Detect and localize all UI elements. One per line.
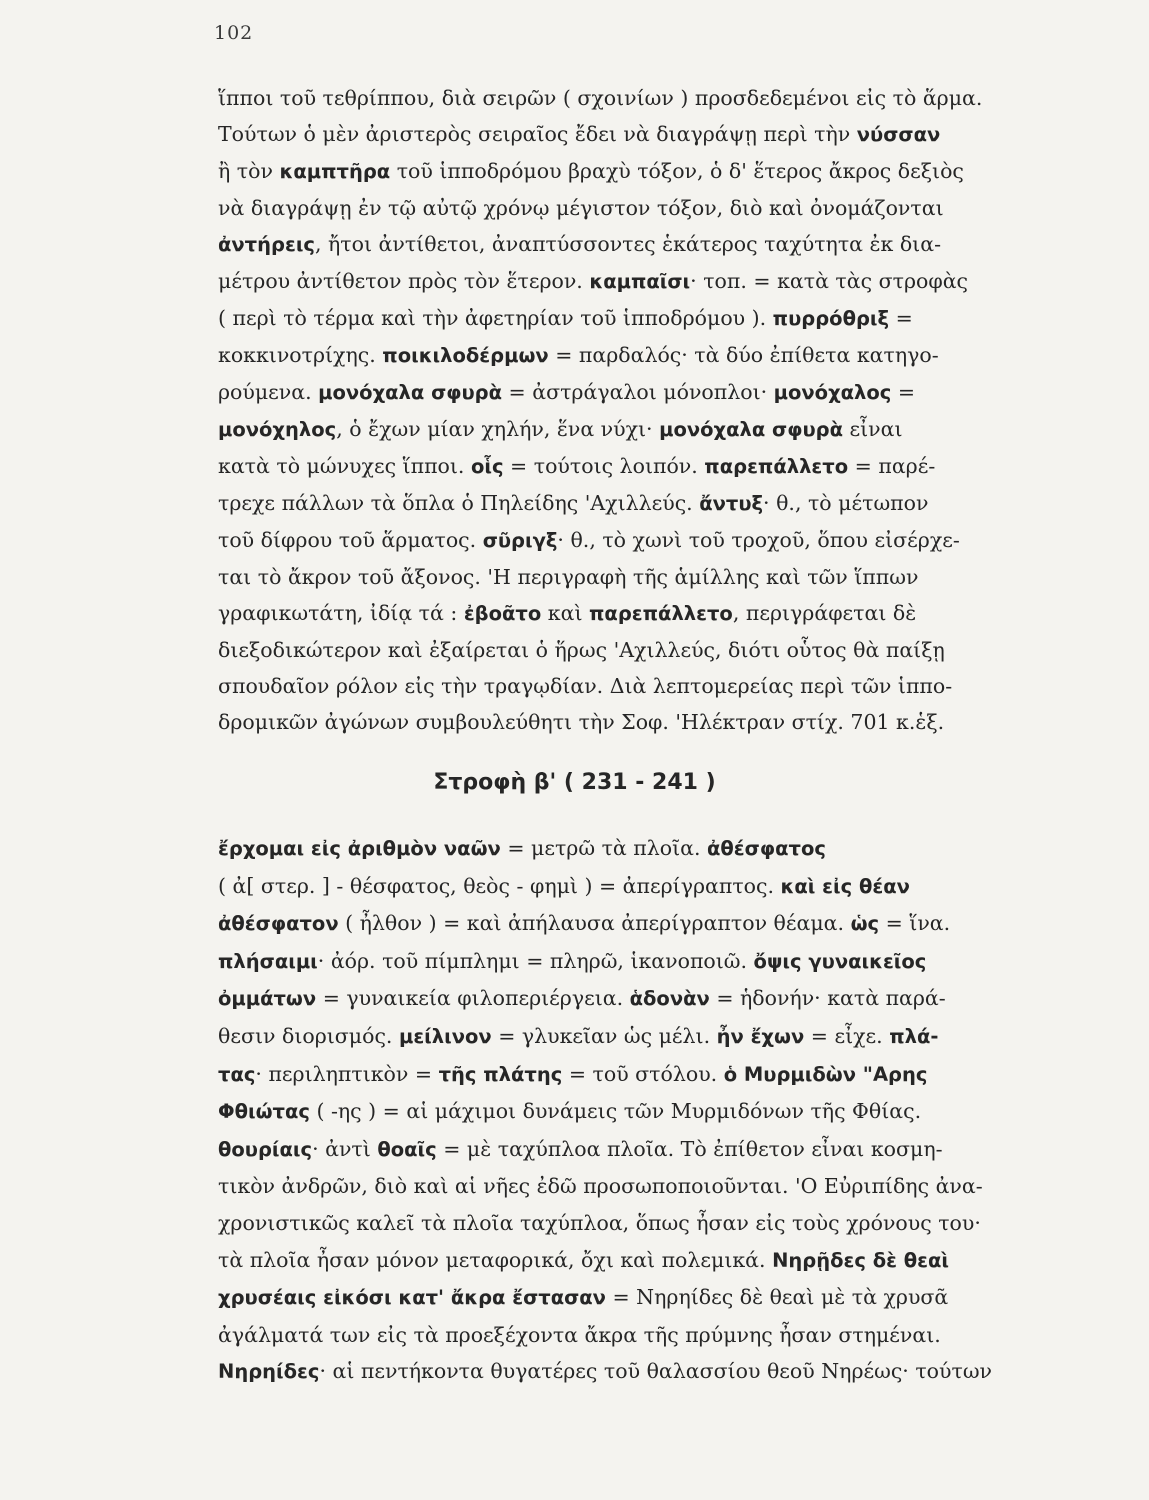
lemma-term: ἔρχομαι εἰς ἀριθμὸν ναῶν (218, 837, 501, 860)
text-run: θεσιν διορισμός. (218, 1023, 399, 1048)
text-run: , ὁ ἔχων μίαν χηλήν, ἕνα νύχι· (336, 417, 660, 441)
text-run: ρούμενα. (218, 380, 319, 404)
text-run: σπουδαῖον ρόλον εἰς τὴν τραγῳδίαν. Διὰ λεπτομερείας περὶ τῶν ἱππο- (218, 674, 953, 698)
lemma-term: θουρίαις (218, 1137, 313, 1161)
lemma-term: ποικιλοδέρμων (382, 344, 549, 367)
commentary-paragraph-2 (218, 830, 1048, 1391)
text-line (218, 980, 1048, 1018)
lemma-term: ἄντυξ (699, 492, 764, 515)
text-line (218, 830, 1048, 868)
text-run: κοκκινοτρίχης. (218, 343, 383, 367)
lemma-term: θοαῖς (377, 1137, 437, 1161)
text-run: ( περὶ τὸ τέρμα καὶ τὴν ἀφετηρίαν τοῦ ἱπποδρόμου ). (218, 306, 773, 330)
text-run: τοῦ ἱπποδρόμου βραχὺ τόξον, ὁ δ' ἕτερος ἄκρος δεξιὸς (390, 159, 964, 183)
lemma-term: μείλινον (398, 1024, 492, 1048)
text-run: · θ., τὸ μέτωπον (763, 491, 929, 515)
text-line (218, 153, 1048, 190)
text-line (218, 868, 1048, 906)
section-heading: Στροφὴ β' ( 231 - 241 ) (433, 770, 716, 795)
text-run: τικὸν ἀνδρῶν, διὸ καὶ αἱ νῆες ἐδῶ προσωποποιοῦνται. 'Ο Εὐριπίδης ἀνα- (218, 1174, 983, 1199)
text-run: = ἀστράγαλοι μόνοπλοι· (502, 380, 774, 404)
text-line (218, 1018, 1048, 1056)
text-run: = γλυκεῖαν ὡς μέλι. (491, 1023, 717, 1048)
lemma-term: καὶ εἰς θέαν (780, 874, 910, 898)
lemma-term: τας (218, 1062, 256, 1086)
text-run: = παρέ- (848, 454, 936, 478)
text-run: ται τὸ ἄκρον τοῦ ἄξονος. 'Η περιγραφὴ τῆς ἁμίλλης καὶ τῶν ἵππων (218, 565, 919, 589)
text-line (218, 226, 1048, 263)
text-run: · αἱ πεντήκοντα θυγατέρες τοῦ θαλασσίου θεοῦ Νηρέως· τούτων (319, 1359, 993, 1384)
text-run: = γυναικεία φιλοπεριέργεια. (316, 986, 630, 1011)
lemma-term: πλά- (889, 1024, 939, 1048)
text-run: · ἀντὶ (312, 1136, 378, 1161)
text-line (218, 1353, 1048, 1391)
lemma-term: μονόχηλος (218, 418, 337, 441)
text-run: · περιληπτικὸν = (255, 1061, 439, 1086)
text-run: = παρδαλός· τὰ δύο ἐπίθετα κατηγο- (548, 343, 939, 367)
lemma-term: μονόχαλος (773, 381, 892, 404)
lemma-term: ἀντήρεις (218, 233, 315, 256)
text-line (218, 632, 1048, 668)
lemma-term: Φθιώτας (218, 1100, 310, 1124)
text-line (218, 190, 1048, 226)
text-run: τρεχε πάλλων τὰ ὅπλα ὁ Πηλείδης 'Αχιλλεύς. (218, 491, 700, 515)
text-line (218, 1131, 1048, 1169)
text-line (218, 943, 1048, 981)
text-run: ( ἀ[ στερ. ] - θέσφατος, θεὸς - φημὶ ) = ἀπερίγραπτος. (218, 873, 781, 898)
text-line (218, 668, 1048, 704)
text-line (218, 337, 1048, 374)
lemma-term: καμπτῆρα (279, 160, 391, 183)
text-line (218, 80, 1048, 116)
text-run: ἵπποι τοῦ τεθρίππου, διὰ σειρῶν ( σχοινίων ) προσδεδεμένοι εἰς τὸ ἅρμα. (218, 86, 983, 110)
text-line (218, 1317, 1048, 1354)
text-run: γραφικωτάτη, ἰδίᾳ τά : (218, 601, 464, 625)
lemma-term: ἀθέσφατον (218, 912, 339, 936)
text-line (218, 522, 1048, 559)
text-run: = τοῦ στόλου. (562, 1061, 724, 1086)
text-line (218, 704, 1048, 740)
text-run: χρονιστικῶς καλεῖ τὰ πλοῖα ταχύπλοα, ὅπως ἦσαν εἰς τοὺς χρόνους του· (218, 1210, 981, 1235)
text-run: μέτρου ἀντίθετον πρὸς τὸν ἕτερον. (218, 269, 590, 293)
text-line (218, 1205, 1048, 1242)
lemma-term: Νηρῇδες δὲ θεαὶ (772, 1248, 949, 1272)
page-number: 102 (214, 22, 254, 44)
text-run: = μὲ ταχύπλοα πλοῖα. Τὸ ἐπίθετον εἶναι κοσμη- (436, 1136, 943, 1161)
commentary-paragraph-1 (218, 80, 1048, 740)
lemma-term: ἀθέσφατος (707, 837, 826, 860)
text-run: καὶ (541, 601, 589, 625)
lemma-term: ὄψις γυναικεῖος (753, 949, 927, 973)
text-run: · θ., τὸ χωνὶ τοῦ τροχοῦ, ὅπου εἰσέρχε- (557, 528, 960, 552)
text-run: · τοπ. = κατὰ τὰς στροφὰς (690, 269, 969, 293)
lemma-term: ἁδονὰν (629, 987, 710, 1011)
text-line (218, 1056, 1048, 1094)
text-run: ( ἦλθον ) = καὶ ἀπήλαυσα ἀπερίγραπτον θέαμα. (338, 911, 851, 936)
text-run: κατὰ τὸ μώνυχες ἵπποι. (218, 454, 471, 478)
text-run: Τούτων ὁ μὲν ἀριστερὸς σειραῖος ἔδει νὰ διαγράψῃ περὶ τὴν (218, 122, 857, 146)
lemma-term: καμπαῖσι (589, 270, 691, 293)
text-line (218, 1093, 1048, 1131)
text-run: = μετρῶ τὰ πλοῖα. (500, 836, 708, 860)
text-run: διεξοδικώτερον καὶ ἐξαίρεται ὁ ἥρως 'Αχιλλεύς, διότι οὗτος θὰ παίξῃ (218, 638, 945, 662)
text-line (218, 485, 1048, 522)
text-run: τοῦ δίφρου τοῦ ἅρματος. (218, 528, 483, 552)
lemma-term: νύσσαν (856, 123, 941, 146)
text-run: , ἤτοι ἀντίθετοι, ἀναπτύσσοντες ἑκάτερος ταχύτητα ἐκ δια- (314, 232, 941, 256)
text-run: εἶναι (842, 417, 903, 441)
lemma-term: πλήσαιμι (218, 949, 318, 973)
text-line (218, 1279, 1048, 1317)
lemma-term: σῦριγξ (482, 529, 558, 552)
text-run: νὰ διαγράψῃ ἐν τῷ αὐτῷ χρόνῳ μέγιστον τόξον, διὸ καὶ ὀνομάζονται (218, 196, 944, 220)
text-run: ἢ τὸν (218, 159, 280, 183)
text-run: , περιγράφεται δὲ (732, 601, 917, 625)
text-run: ἀγάλματά των εἰς τὰ προεξέχοντα ἄκρα τῆς πρύμνης ἦσαν στημέναι. (218, 1322, 941, 1347)
text-run: = τούτοις λοιπόν. (503, 454, 705, 478)
text-run: = ἡδονήν· κατὰ παρά- (709, 986, 946, 1011)
text-line (218, 595, 1048, 632)
text-run: δρομικῶν ἀγώνων συμβουλεύθητι τὴν Σοφ. 'Ηλέκτραν στίχ. 701 κ.ἑξ. (218, 710, 945, 734)
text-line (218, 374, 1048, 411)
lemma-term: τῆς πλάτης (438, 1062, 563, 1086)
text-line (218, 116, 1048, 153)
text-line (218, 1168, 1048, 1205)
text-run: = (889, 306, 913, 330)
text-run: ( -ης ) = αἱ μάχιμοι δυνάμεις τῶν Μυρμιδόνων τῆς Φθίας. (309, 1099, 922, 1124)
text-run: = εἶχε. (804, 1023, 890, 1048)
text-run: · ἀόρ. τοῦ πίμπλημι = πληρῶ, ἱκανοποιῶ. (317, 948, 754, 973)
text-line (218, 1242, 1048, 1280)
lemma-term: ἦν ἔχων (716, 1024, 805, 1048)
text-run: = ἵνα. (879, 911, 951, 936)
lemma-term: μονόχαλα σφυρὰ (659, 418, 843, 441)
text-line (218, 559, 1048, 595)
text-run: τὰ πλοῖα ἦσαν μόνον μεταφορικά, ὄχι καὶ πολεμικά. (218, 1247, 773, 1272)
text-run: = Νηρηίδες δὲ θεαὶ μὲ τὰ χρυσᾶ (605, 1285, 949, 1310)
lemma-term: ἐβοᾶτο (463, 602, 542, 625)
text-line (218, 905, 1048, 943)
lemma-term: ὀμμάτων (218, 987, 317, 1011)
lemma-term: παρεπάλλετο (589, 602, 733, 625)
lemma-term: πυρρόθριξ (772, 307, 890, 330)
lemma-term: ὡς (850, 912, 880, 936)
text-line (218, 448, 1048, 485)
lemma-term: παρεπάλλετο (704, 455, 849, 478)
lemma-term: ὁ Μυρμιδὼν "Αρης (723, 1062, 928, 1086)
lemma-term: μονόχαλα σφυρὰ (318, 381, 503, 404)
lemma-term: χρυσέαις εἰκόσι κατ' ἄκρα ἔστασαν (218, 1286, 606, 1310)
lemma-term: Νηρηίδες (218, 1360, 320, 1384)
lemma-term: οἷς (470, 455, 504, 478)
text-line (218, 411, 1048, 448)
text-run: = (891, 380, 916, 404)
text-line (218, 300, 1048, 337)
text-line (218, 263, 1048, 300)
